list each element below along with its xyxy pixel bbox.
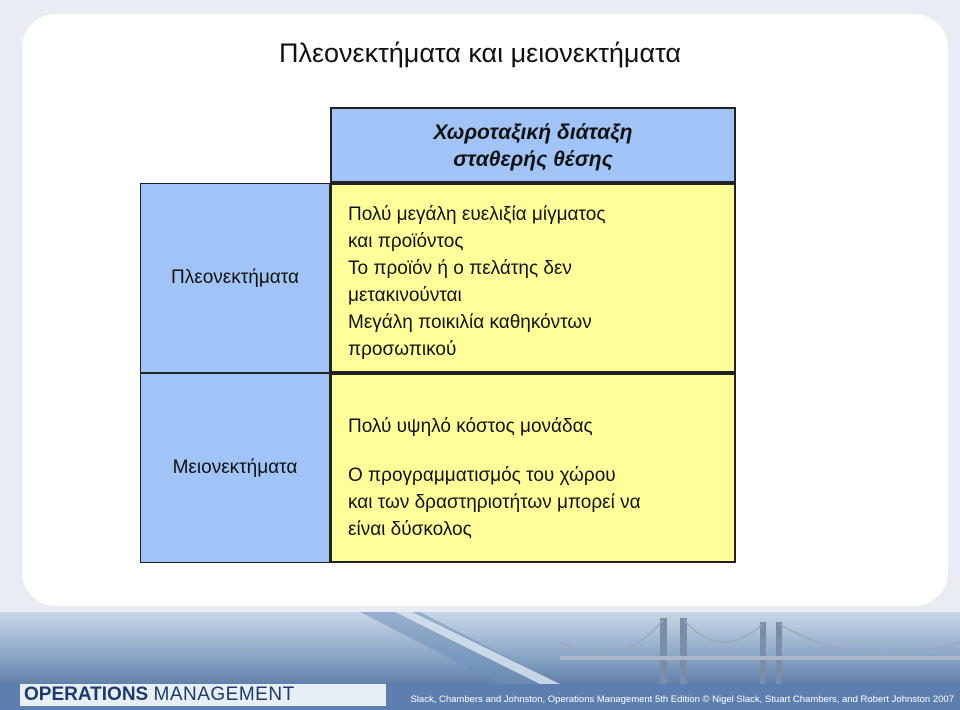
credit-text: Slack, Chambers and Johnston, Operations Management 5th Edition © Nigel Slack, Stuart Chambers, and Robert Johnston 2007 xyxy=(410,694,954,705)
list-item: Το προϊόν ή ο πελάτης δεν μετακινούνται xyxy=(348,258,572,306)
list-item: Πολύ υψηλό κόστος μονάδας xyxy=(348,416,593,437)
operations-management-logo: OPERATIONS MANAGEMENT xyxy=(20,684,386,706)
table-header xyxy=(330,107,736,183)
header-line: Χωροταξική διάταξη xyxy=(433,121,633,144)
disadvantages-cell xyxy=(330,373,736,563)
footer-banner xyxy=(0,612,960,710)
list-item: Μεγάλη ποικιλία καθηκόντων προσωπικού xyxy=(348,312,592,360)
list-item: Ο προγραμματισμός του χώρου και των δραστηριοτήτων μπορεί να είναι δύσκολος xyxy=(348,465,641,540)
slide-title: Πλεονεκτήματα και μειονεκτήματα xyxy=(279,38,681,68)
list-item: Πολύ μεγάλη ευελιξία μίγματος και προϊόντος xyxy=(348,204,606,252)
advantages-cell xyxy=(330,183,736,373)
row-label-disadvantages: Μειονεκτήματα xyxy=(140,373,330,563)
header-line: σταθερής θέσης xyxy=(453,148,613,171)
row-label-advantages: Πλεονεκτήματα xyxy=(140,183,330,373)
